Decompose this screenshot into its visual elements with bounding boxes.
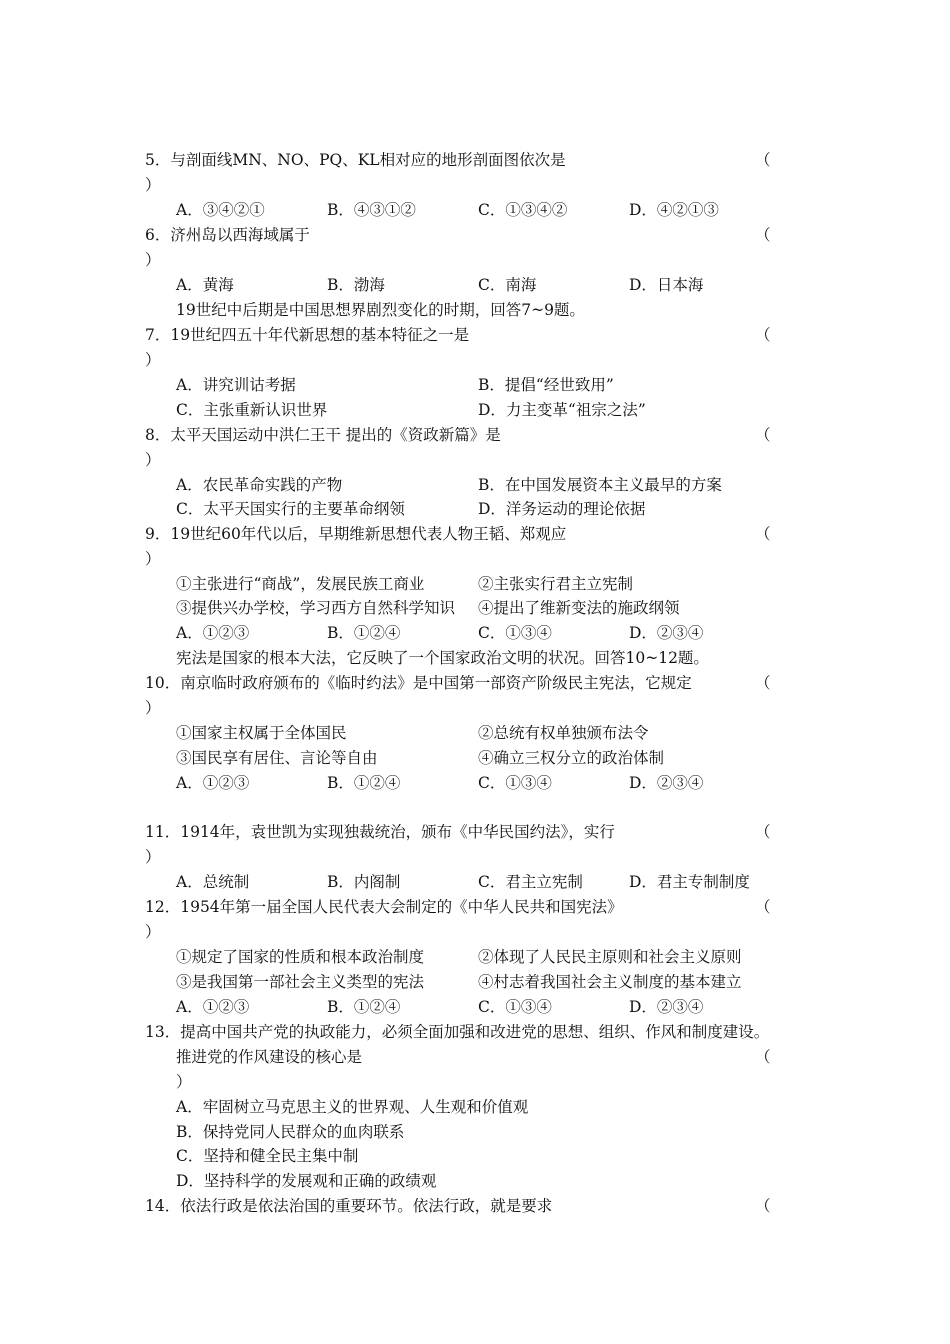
q5-answer-close-paren: ） [145,176,161,194]
q8-option-b: B．在中国发展资本主义最早的方案 [478,476,722,494]
q9-option-a: A．①②③ [176,624,250,642]
q9-statement-2: ②主张实行君主立宪制 [478,575,634,593]
q5-stem: 5．与剖面线MN、NO、PQ、KL相对应的地形剖面图依次是 [145,151,566,169]
q11-option-a: A．总统制 [176,873,250,891]
q8-answer-open-paren: （ [755,426,771,444]
q12-option-d: D．②③④ [629,998,704,1016]
q6-answer-close-paren: ） [145,251,161,269]
q5-answer-open-paren: （ [755,151,771,169]
q5-option-d: D．④②①③ [629,201,719,219]
q6-option-d: D．日本海 [629,276,704,294]
q8-answer-close-paren: ） [145,451,161,469]
q11-answer-close-paren: ） [145,848,161,866]
q9-stem: 9．19世纪60年代以后，早期维新思想代表人物王韬、郑观应 [145,525,567,543]
q12-statement-1: ①规定了国家的性质和根本政治制度 [176,948,425,966]
q5-option-c: C．①③④② [478,201,568,219]
q6-option-a: A．黄海 [176,276,234,294]
q13-option-b: B．保持党同人民群众的血肉联系 [176,1123,405,1141]
q9-option-c: C．①③④ [478,624,552,642]
q7-option-b: B．提倡“经世致用” [478,376,614,394]
q8-option-a: A．农民革命实践的产物 [176,476,343,494]
q13-answer-close-paren: ） [176,1073,192,1091]
q11-option-b: B．内阁制 [327,873,401,891]
q9-statement-4: ④提出了维新变法的施政纲领 [478,599,680,617]
q9-option-d: D．②③④ [629,624,704,642]
q9-answer-close-paren: ） [145,550,161,568]
q6-answer-open-paren: （ [755,226,771,244]
q14-stem: 14．依法行政是依法治国的重要环节。依法行政，就是要求 [145,1197,553,1215]
q13-option-c: C．坚持和健全民主集中制 [176,1147,359,1165]
q12-option-a: A．①②③ [176,998,250,1016]
q13-stem-continued: 推进党的作风建设的核心是 [176,1048,363,1066]
q6-option-b: B．渤海 [327,276,385,294]
q7-stem: 7．19世纪四五十年代新思想的基本特征之一是 [145,326,470,344]
q10-option-a: A．①②③ [176,774,250,792]
q10-stem: 10．南京临时政府颁布的《临时约法》是中国第一部资产阶级民主宪法，它规定 [145,674,692,692]
q13-option-d: D．坚持科学的发展观和正确的政绩观 [176,1172,437,1190]
q7-option-c: C．主张重新认识世界 [176,401,328,419]
q6-stem: 6．济州岛以西海域属于 [145,226,310,244]
q13-stem: 13．提高中国共产党的执政能力，必须全面加强和改进党的思想、组织、作风和制度建设。 [145,1023,770,1041]
q9-option-b: B．①②④ [327,624,401,642]
q12-answer-open-paren: （ [755,898,771,916]
q12-stem: 12．1954年第一届全国人民代表大会制定的《中华人民共和国宪法》 [145,898,623,916]
q8-option-d: D．洋务运动的理论依据 [478,500,646,518]
q10-option-b: B．①②④ [327,774,401,792]
q11-stem: 11．1914年，袁世凯为实现独裁统治，颁布《中华民国约法》，实行 [145,823,615,841]
q13-option-a: A．牢固树立马克思主义的世界观、人生观和价值观 [176,1098,529,1116]
q11-option-d: D．君主专制制度 [629,873,750,891]
q14-answer-open-paren: （ [755,1197,771,1215]
q7-answer-open-paren: （ [755,326,771,344]
q11-answer-open-paren: （ [755,823,771,841]
q8-option-c: C．太平天国实行的主要革命纲领 [176,500,405,518]
q10-answer-close-paren: ） [145,699,161,717]
q12-statement-4: ④村志着我国社会主义制度的基本建立 [478,973,742,991]
section-intro-10-12: 宪法是国家的根本大法，它反映了一个国家政治文明的状况。回答10~12题。 [176,649,709,667]
q12-option-c: C．①③④ [478,998,552,1016]
q11-option-c: C．君主立宪制 [478,873,583,891]
q10-option-c: C．①③④ [478,774,552,792]
q10-option-d: D．②③④ [629,774,704,792]
q8-stem: 8．太平天国运动中洪仁王干 提出的《资政新篇》是 [145,426,501,444]
q9-statement-1: ①主张进行“商战”，发展民族工商业 [176,575,425,593]
q10-answer-open-paren: （ [755,674,771,692]
q9-answer-open-paren: （ [755,525,771,543]
q9-statement-3: ③提供兴办学校，学习西方自然科学知识 [176,599,456,617]
q12-answer-close-paren: ） [145,923,161,941]
q10-statement-1: ①国家主权属于全体国民 [176,724,347,742]
q13-answer-open-paren: （ [755,1048,771,1066]
q12-statement-2: ②体现了人民民主原则和社会主义原则 [478,948,742,966]
q7-option-d: D．力主变革“祖宗之法” [478,401,646,419]
q5-option-a: A．③④②① [176,201,265,219]
section-intro-7-9: 19世纪中后期是中国思想界剧烈变化的时期，回答7~9题。 [176,301,585,319]
q12-statement-3: ③是我国第一部社会主义类型的宪法 [176,973,425,991]
q10-statement-2: ②总统有权单独颁布法令 [478,724,649,742]
q12-option-b: B．①②④ [327,998,401,1016]
q7-option-a: A．讲究训诂考据 [176,376,296,394]
q10-statement-3: ③国民享有居住、言论等自由 [176,749,378,767]
q5-option-b: B．④③①② [327,201,416,219]
q10-statement-4: ④确立三权分立的政治体制 [478,749,665,767]
q7-answer-close-paren: ） [145,351,161,369]
q6-option-c: C．南海 [478,276,537,294]
